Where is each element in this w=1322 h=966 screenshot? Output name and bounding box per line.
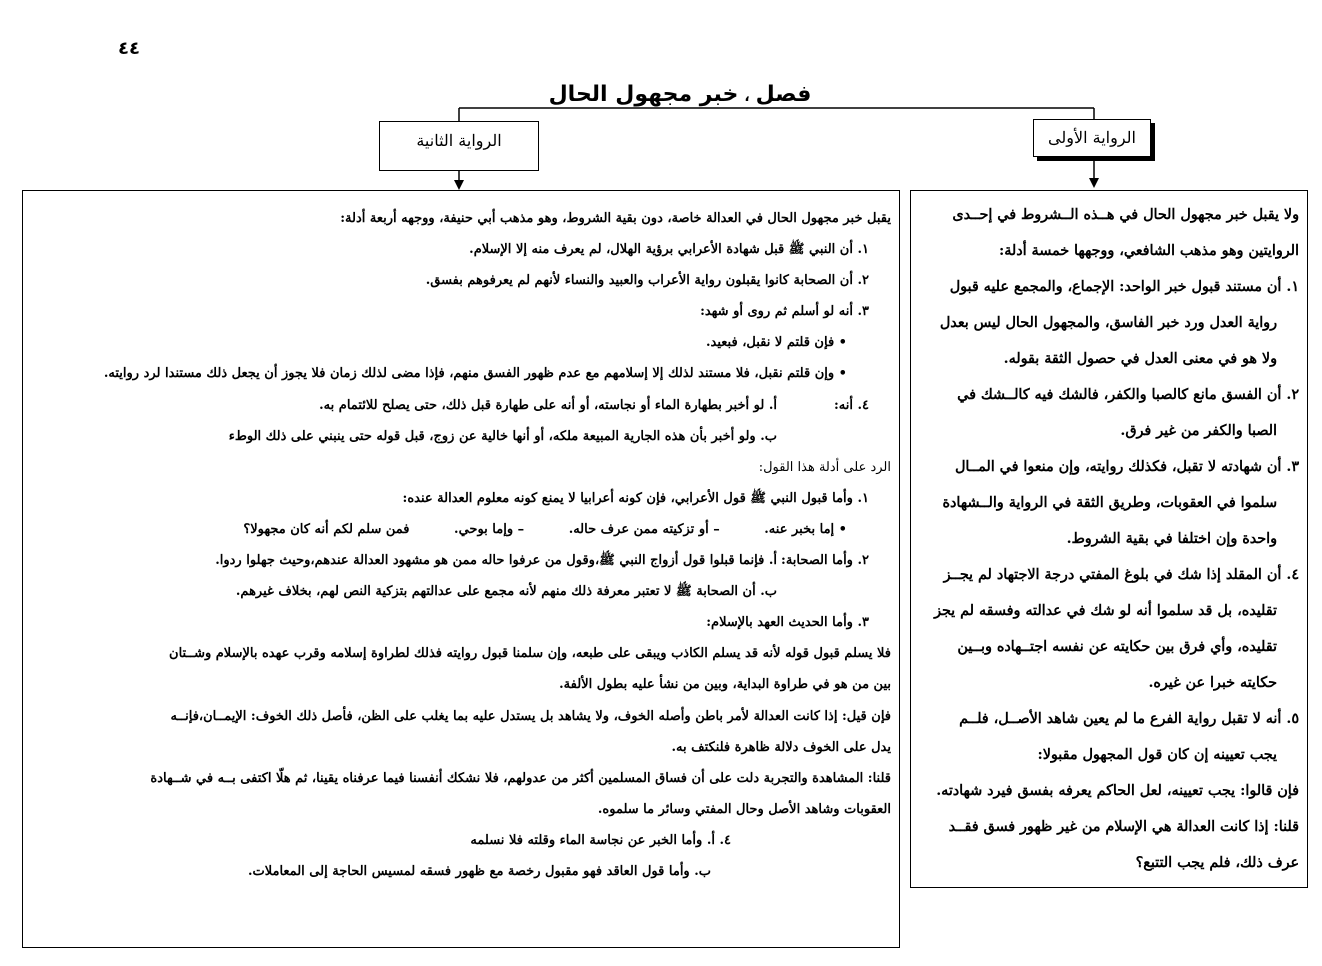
second-item-1: ١. أن النبي ﷺ قبل شهادة الأعرابي برؤية الهلال، لم يعرف منه إلا الإسلام. bbox=[469, 242, 869, 258]
page-number: ٤٤ bbox=[118, 38, 140, 59]
para-2-line-0: فإن قيل: إذا كانت العدالة لأمر باطن وأصله الخوف، ولا يشاهد بل يستدل عليه بما يغلب على الظن، فأصل ذلك الخوف: الإيمــان،فإنــه bbox=[170, 708, 891, 724]
second-narration-box: الرواية الثانية bbox=[379, 121, 539, 171]
reply-3: ٣. وأما الحديث العهد بالإسلام: bbox=[706, 615, 869, 631]
first-line-17: قلنا: إذا كانت العدالة هي الإسلام من غير ظهور فسق فقــد bbox=[948, 819, 1299, 835]
reply-heading: الرد على أدلة هذا القول: bbox=[758, 459, 891, 475]
second-item-4-b bbox=[27, 421, 891, 452]
second-intro: يقبل خبر مجهول الحال في العدالة خاصة، دون بقية الشروط، وهو مذهب أبي حنيفة، ووجهه أربعة أدلة: bbox=[340, 211, 891, 226]
first-line-5: ٢. أن الفسق مانع كالصبا والكفر، فالشك فيه كالــشك في bbox=[957, 387, 1299, 403]
second-item-4-a bbox=[27, 390, 891, 421]
first-line-13: حكايته خبرا عن غيره. bbox=[1148, 675, 1277, 691]
first-line-0: ولا يقبل خبر مجهول الحال في هــذه الــشروط في إحــدى bbox=[952, 207, 1299, 223]
reply-2-b bbox=[27, 576, 891, 607]
title-prefix: فصل bbox=[755, 82, 812, 107]
first-narration-panel bbox=[910, 190, 1308, 888]
first-line-11: تقليده، بل قد سلموا أنه لو شك في عدالته وفسقه لم يجز bbox=[934, 603, 1277, 619]
first-line-6: الصبا والكفر من غير فرق. bbox=[1120, 423, 1277, 439]
para-3-line-0: قلنا: المشاهدة والتجربة دلت على أن فساق المسلمين أكثر من عدولهم، فلا نشكك أنفسنا فيما عرفناه يقينا، ثم هلّا اكتفى بــه في شــهادة bbox=[150, 770, 891, 786]
first-line-9: واحدة وإن اختلفا في بقية الشروط. bbox=[1066, 531, 1277, 547]
first-line-12: تقليده، وأي فرق بين حكايته عن نفسه اجتــهاده وبــين bbox=[957, 639, 1277, 655]
first-line-15: يجب تعيينه إن كان قول المجهول مقبولا: bbox=[1037, 747, 1277, 763]
reply-1-opt-1: – أو تزكيته ممن عرف حاله. bbox=[568, 521, 720, 537]
reply-2-label: ٢. وأما الصحابة: bbox=[781, 553, 869, 569]
second-item-4-label: ٤. أنه: bbox=[833, 397, 869, 413]
second-item-3: ٣. أنه لو أسلم ثم روى أو شهد: bbox=[700, 304, 869, 320]
reply-2-a-text: أ. فإنما قبلوا قول أزواج النبي ﷺ،وقول من عرفوا حاله ممن هو مشهود العدالة عندهم،وحيث جهلوا ردوا. bbox=[215, 553, 777, 569]
second-item-2: ٢. أن الصحابة كانوا يقبلون رواية الأعراب والعبيد والنساء لأنهم لم يعرفوهم بفسق. bbox=[425, 273, 869, 289]
reply-1-opt-3: فمن سلم لكم أنه كان مجهولا؟ bbox=[243, 521, 410, 537]
first-line-14: ٥. أنه لا تقبل رواية الفرع ما لم يعين شاهد الأصــل، فلــم bbox=[959, 711, 1299, 727]
first-line-7: ٣. أن شهادته لا تقبل، فكذلك روايته، وإن منعوا في المــال bbox=[954, 459, 1299, 475]
first-line-10: ٤. أن المقلد إذا شك في بلوغ المفتي درجة الاجتهاد لم يجــز bbox=[943, 567, 1299, 583]
first-line-1: الروايتين وهو مذهب الشافعي، ووجهها خمسة أدلة: bbox=[998, 243, 1299, 259]
reply-4-a: ٤. أ. وأما الخبر عن نجاسة الماء وقلته فلا نسلمه bbox=[470, 832, 731, 848]
second-bullet-2: • وإن قلتم نقبل، فلا مستند لذلك إلا إسلامهم مع عدم ظهور الفسق منهم، فإذا مضى لذلك زمان فلا يجوز أن يجعل ذلك مستندا لرد روايته. bbox=[103, 366, 847, 382]
connector-right-arrowhead bbox=[1089, 178, 1099, 188]
reply-1-opt-0: • إما بخبر عنه. bbox=[764, 521, 847, 537]
first-line-8: سلموا في العقوبات، وطريق الثقة في الرواية والــشهادة bbox=[942, 495, 1277, 511]
title-separator: ، bbox=[744, 89, 750, 105]
page-title bbox=[440, 82, 920, 107]
reply-4-b: ب. وأما قول العاقد فهو مقبول رخصة مع ظهور فسقه لمسيس الحاجة إلى المعاملات. bbox=[247, 863, 711, 879]
second-item-4-a-text: أ. لو أخبر بطهارة الماء أو نجاسته، أو أنه على طهارة قبل ذلك، حتى يصلح للائتمام به. bbox=[319, 397, 777, 413]
para-1-line-1: بين من هو في طراوة البداية، وبين من نشأ عليه بطول الألفة. bbox=[559, 677, 891, 693]
first-line-4: ولا هو في معنى العدل في حصول الثقة بقوله. bbox=[1003, 351, 1277, 367]
second-bullet-1: • فإن قلتم لا نقبل، فبعيد. bbox=[705, 335, 847, 351]
para-1-line-0: فلا يسلم قبول قوله لأنه قد يسلم الكاذب ويبقى على طبعه، وإن سلمنا قبول روايته فذلك لطراوة إسلامه وقرب عهده بالإسلام وشــتان bbox=[169, 646, 891, 662]
first-line-18: عرف ذلك، فلم يجب التتبع؟ bbox=[1135, 855, 1299, 871]
connector-left-arrowhead bbox=[454, 180, 464, 190]
second-item-4-b-text: ب. ولو أخبر بأن هذه الجارية المبيعة ملكه، أو أنها خالية عن زوج، قبل قوله حتى ينبني على ذلك الوطء bbox=[228, 428, 777, 444]
title-main: خبر مجهول الحال bbox=[548, 82, 739, 107]
first-line-16: فإن قالوا: يجب تعيينه، لعل الحاكم يعرفه بفسق فيرد شهادته. bbox=[936, 783, 1299, 799]
reply-1-options bbox=[27, 514, 891, 545]
first-line-2: ١. أن مستند قبول خبر الواحد: الإجماع، والمجمع عليه قبول bbox=[949, 279, 1299, 295]
first-line-3: رواية العدل ورد خبر الفاسق، والمجهول الحال ليس بعدل bbox=[939, 315, 1277, 331]
second-narration-panel bbox=[22, 190, 900, 948]
reply-1: ١. وأما قبول النبي ﷺ قول الأعرابي، فإن كونه أعرابيا لا يمنع كونه معلوم العدالة عنده: bbox=[402, 490, 869, 506]
para-3-line-1: العقوبات وشاهد الأصل وحال المفتي وسائر ما سلموه. bbox=[597, 801, 891, 817]
para-2-line-1: يدل على الخوف دلالة ظاهرة فلنكتف به. bbox=[671, 739, 891, 755]
reply-2-b-text: ب. أن الصحابة ﷺ لا تعتبر معرفة ذلك منهم لأنه مجمع على عدالتهم بتزكية النص لهم، بخلاف غيرهم. bbox=[235, 584, 777, 600]
first-narration-box: الرواية الأولى bbox=[1033, 119, 1151, 157]
reply-2-a bbox=[27, 545, 891, 576]
reply-1-opt-2: – وإما بوحي. bbox=[454, 521, 525, 537]
